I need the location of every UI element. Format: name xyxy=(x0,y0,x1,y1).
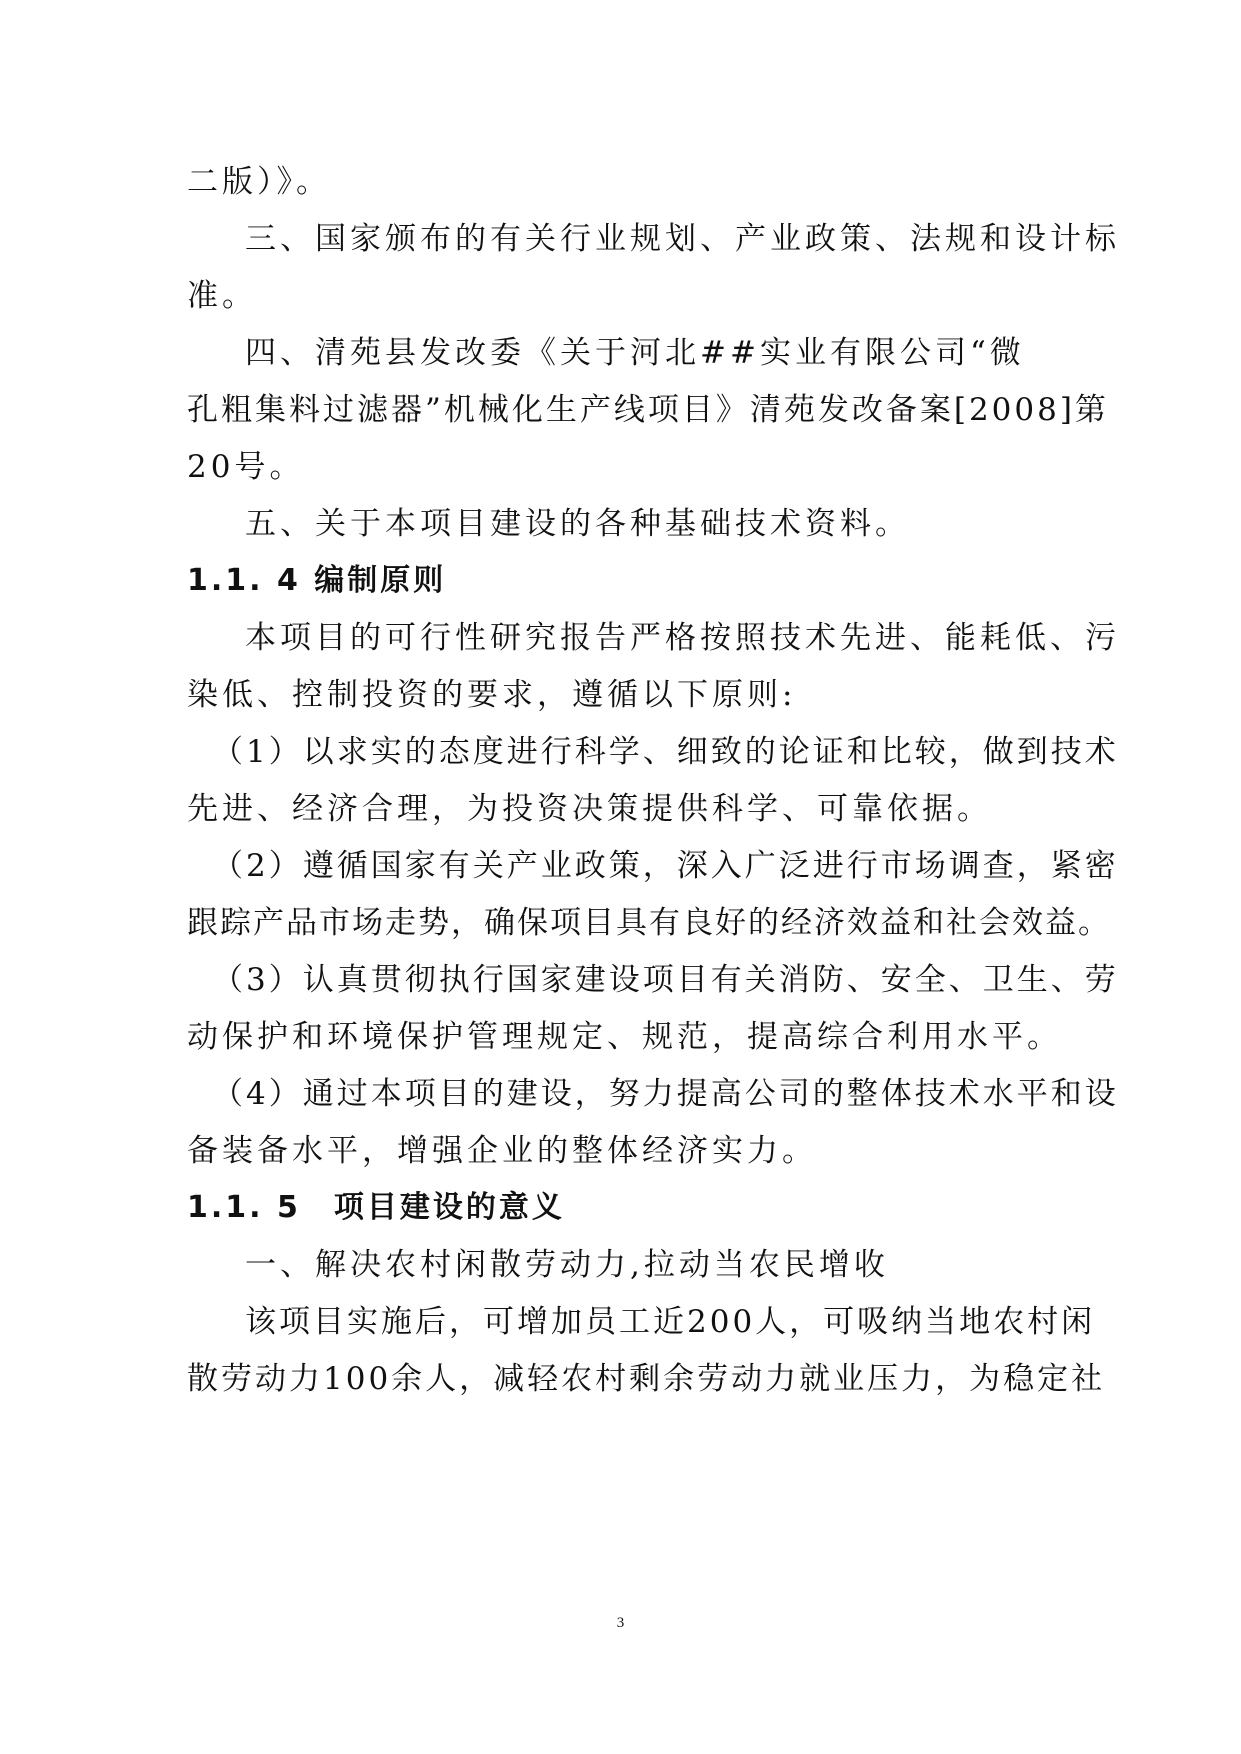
page-number: 3 xyxy=(616,1615,625,1631)
text-line: 动保护和环境保护管理规定、规范，提高综合利用水平。 xyxy=(187,1019,1062,1055)
text-line: 四、清苑县发改委《关于河北##实业有限公司“微 xyxy=(245,335,1025,371)
text-line: 散劳动力100余人，减轻农村剩余劳动力就业压力，为稳定社 xyxy=(187,1361,1106,1397)
text-line: （2）遵循国家有关产业政策，深入广泛进行市场调查，紧密 xyxy=(212,848,1119,884)
text-line: （4）通过本项目的建设，努力提高公司的整体技术水平和设 xyxy=(212,1076,1119,1112)
text-line: 20号。 xyxy=(187,449,305,485)
text-line: 三、国家颁布的有关行业规划、产业政策、法规和设计标 xyxy=(245,221,1120,257)
text-line: 一、解决农村闲散劳动力,拉动当农民增收 xyxy=(245,1247,889,1283)
section-heading: 1.1. 4 编制原则 xyxy=(187,563,447,598)
text-line: 该项目实施后，可增加员工近200人，可吸纳当地农村闲 xyxy=(245,1304,1096,1340)
text-line: 二版）》。 xyxy=(187,164,331,200)
text-line: 跟踪产品市场走势，确保项目具有良好的经济效益和社会效益。 xyxy=(187,905,1111,941)
text-line: 备装备水平，增强企业的整体经济实力。 xyxy=(187,1133,817,1169)
section-heading: 1.1. 5 项目建设的意义 xyxy=(187,1190,565,1225)
text-line: （3）认真贯彻执行国家建设项目有关消防、安全、卫生、劳 xyxy=(212,962,1119,998)
text-line: 染低、控制投资的要求，遵循以下原则: xyxy=(187,677,797,713)
text-line: 先进、经济合理，为投资决策提供科学、可靠依据。 xyxy=(187,791,992,827)
text-line: 本项目的可行性研究报告严格按照技术先进、能耗低、污 xyxy=(245,620,1120,656)
text-line: 准。 xyxy=(187,278,257,314)
text-line: 孔粗集料过滤器”机械化生产线项目》清苑发改备案[2008]第 xyxy=(187,392,1109,428)
text-line: （1）以求实的态度进行科学、细致的论证和比较，做到技术 xyxy=(212,734,1119,770)
text-line: 五、关于本项目建设的各种基础技术资料。 xyxy=(245,506,910,542)
